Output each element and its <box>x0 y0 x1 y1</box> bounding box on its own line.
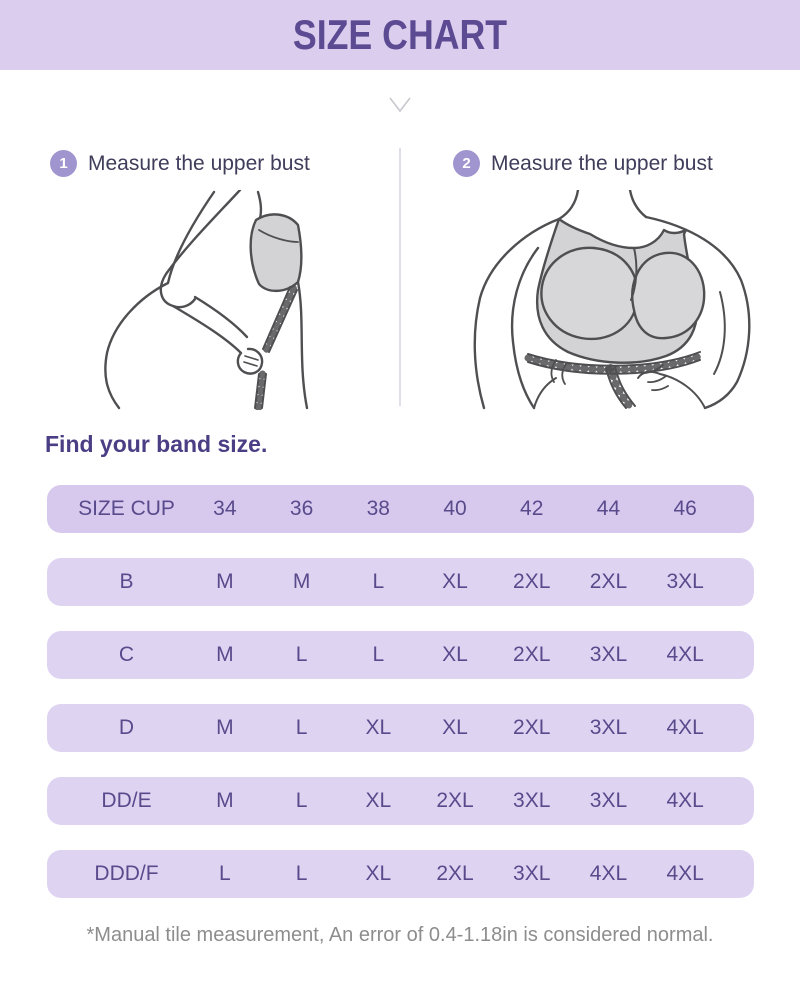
size-cell: 2XL <box>513 643 551 666</box>
size-cell: 4XL <box>589 862 628 885</box>
side-view-measure-illustration <box>62 190 384 410</box>
header-cell: SIZE CUP <box>78 497 175 520</box>
measuring-instructions-section <box>0 140 800 415</box>
size-cell: M <box>216 570 234 593</box>
table-header-row <box>47 485 754 533</box>
size-cell: L <box>295 643 308 666</box>
header-cell: 46 <box>673 497 697 520</box>
front-view-measure-illustration <box>438 190 783 410</box>
table-row <box>47 631 754 679</box>
step-text: Measure the upper bust <box>88 151 310 175</box>
header-cell: 42 <box>520 497 544 520</box>
size-cell: 4XL <box>666 862 704 885</box>
size-cell: 3XL <box>513 789 551 812</box>
size-cell: L <box>372 643 385 666</box>
cup-cell: DD/E <box>101 789 152 812</box>
size-cell: 2XL <box>513 716 551 739</box>
chevron-down-icon <box>388 97 412 113</box>
step-1-label <box>50 150 310 177</box>
size-cell: XL <box>365 862 392 885</box>
size-cell: 4XL <box>666 789 704 812</box>
size-cell: 2XL <box>436 862 474 885</box>
table-row <box>47 777 754 825</box>
size-cell: M <box>216 716 234 739</box>
size-cell: L <box>372 570 385 593</box>
size-cell: M <box>216 789 234 812</box>
size-table <box>47 485 754 898</box>
chevron-row <box>0 70 800 140</box>
header-band <box>0 0 800 70</box>
size-cell: XL <box>365 716 392 739</box>
table-row <box>47 558 754 606</box>
size-cell: 2XL <box>513 570 551 593</box>
size-cell: XL <box>365 789 392 812</box>
size-cell: 2XL <box>589 570 628 593</box>
cup-cell: DDD/F <box>94 862 159 885</box>
size-cell: M <box>292 570 311 593</box>
header-cell: 34 <box>213 497 237 520</box>
size-cell: 3XL <box>666 570 704 593</box>
size-cell: XL <box>442 570 468 593</box>
step-number-badge: 1 <box>50 150 77 177</box>
footnote: *Manual tile measurement, An error of 0.4-1.18in is considered normal. <box>86 924 714 946</box>
size-cell: L <box>295 716 308 739</box>
size-cell: 4XL <box>666 643 704 666</box>
size-cell: M <box>216 643 234 666</box>
size-cell: L <box>219 862 231 885</box>
cup-cell: D <box>118 716 135 739</box>
table-row <box>47 850 754 898</box>
step-text: Measure the upper bust <box>491 151 713 175</box>
cup-cell: B <box>119 570 134 593</box>
size-cell: 2XL <box>436 789 474 812</box>
header-cell: 36 <box>289 497 314 520</box>
cup-cell: C <box>118 643 135 666</box>
size-cell: XL <box>442 716 468 739</box>
size-cell: L <box>295 789 308 812</box>
size-cell: 3XL <box>589 789 628 812</box>
header-cell: 38 <box>366 497 390 520</box>
size-cell: 4XL <box>666 716 704 739</box>
size-cell: 3XL <box>589 643 628 666</box>
size-cell: XL <box>442 643 468 666</box>
section-title: Find your band size. <box>45 431 268 457</box>
step-2-label <box>453 150 713 177</box>
step-number-badge: 2 <box>453 150 480 177</box>
size-cell: 3XL <box>589 716 628 739</box>
header-cell: 44 <box>596 497 621 520</box>
table-row <box>47 704 754 752</box>
vertical-divider <box>399 148 401 406</box>
header-cell: 40 <box>443 497 467 520</box>
size-cell: L <box>295 862 308 885</box>
size-cell: 3XL <box>513 862 551 885</box>
page-title: SIZE CHART <box>292 11 508 58</box>
